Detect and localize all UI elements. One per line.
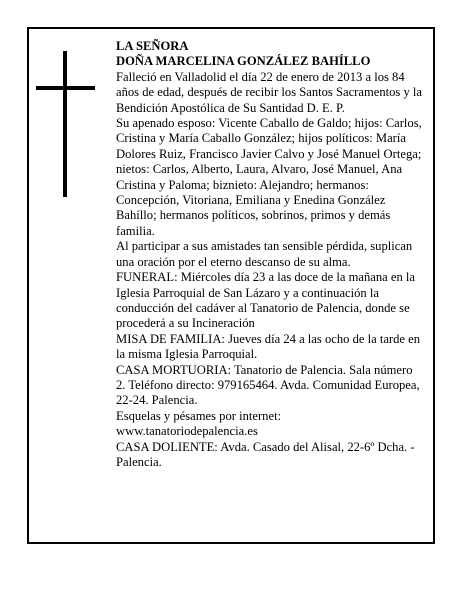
mourning-house-info: CASA DOLIENTE: Avda. Casado del Alisal, 22-6º Dcha. - Palencia. (116, 439, 415, 469)
funeral-home-info: CASA MORTUORIA: Tanatorio de Palencia. Sala número 2. Teléfono directo: 979165464. Avda. Comunidad Europea, 22-24. Palencia. (116, 362, 420, 408)
family-list: Su apenado esposo: Vicente Caballo de Galdo; hijos: Carlos, Cristina y María Caballo González; hijos políticos: María Dolores Ruiz, Francisco Javier Calvo y José Manuel Ortega; nietos: Carlos, Alberto, Laura, Alvaro, José Manuel, Ana Cristina y Paloma; biznieto: Alejandro; hermanos: Concepción, Vitoriana, Emiliana y Enedina González Bahíllo; hermanos políticos, sobrinos, primos y demás familia. (116, 116, 422, 238)
title-line-1: LA SEÑORA (116, 39, 189, 53)
cross-vertical-bar (63, 51, 67, 197)
prayer-request: Al participar a sus amistades tan sensible pérdida, suplican una oración por el eterno descanso de su alma. (116, 239, 413, 269)
cross-horizontal-bar (36, 86, 95, 90)
family-mass-info: MISA DE FAMILIA: Jueves día 24 a las ocho de la tarde en la misma Iglesia Parroquial. (116, 331, 421, 362)
funeral-info: FUNERAL: Miércoles día 23 a las doce de la mañana en la Iglesia Parroquial de San Lázaro y a continuación la conducción del cadáver al Tanatorio de Palencia, donde se procederá a su Incineración (116, 270, 416, 331)
deceased-name: DOÑA MARCELINA GONZÁLEZ BAHÍLLO (116, 54, 371, 69)
internet-condolences: Esquelas y pésames por internet: www.tanatoriodepalencia.es (116, 408, 282, 439)
obituary-text (116, 39, 422, 470)
death-announcement: Falleció en Valladolid el día 22 de enero de 2013 a los 84 años de edad, después de recibir los Santos Sacramentos y la Bendición Apostólica de Su Santidad D. E. P. (116, 69, 423, 115)
